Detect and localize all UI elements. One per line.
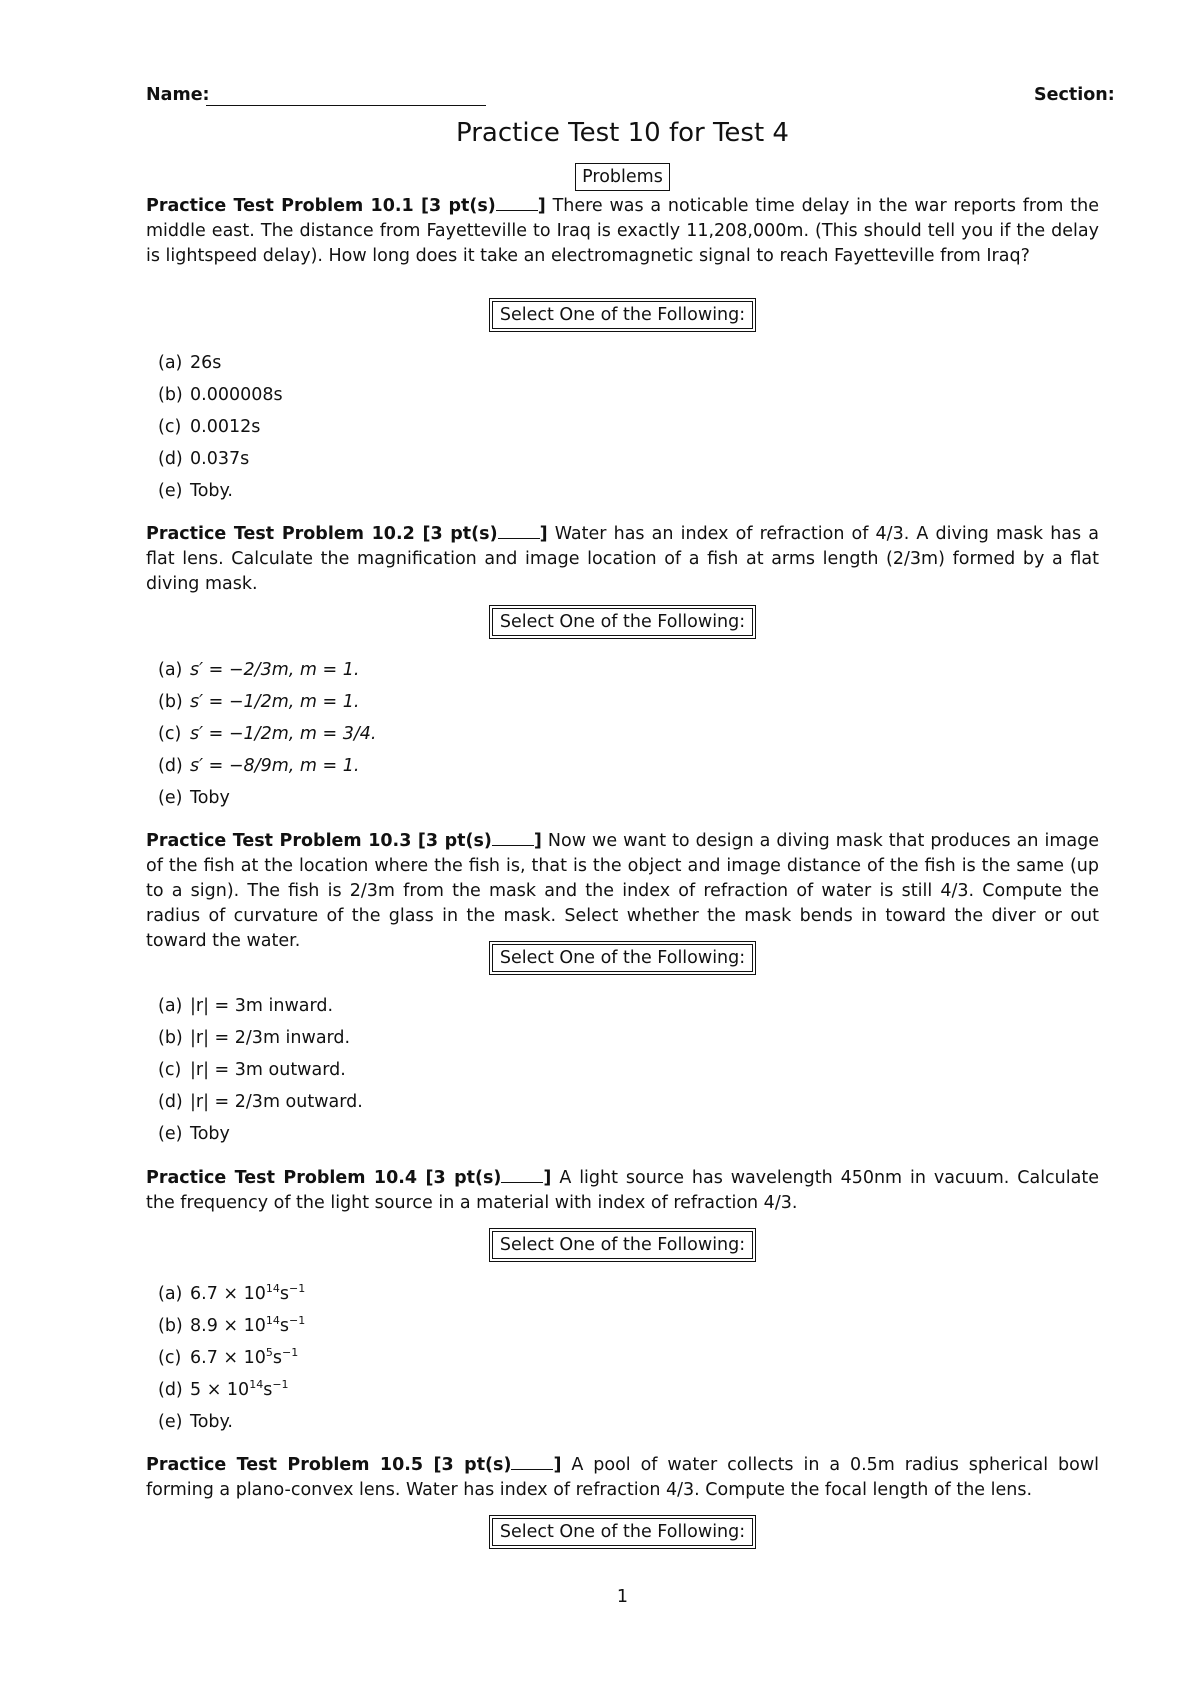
problem-lead: Practice Test Problem 10.3 [3 pt(s) ]: [146, 831, 542, 851]
select-box: Select One of the Following:: [492, 301, 753, 329]
problem-lead: Practice Test Problem 10.2 [3 pt(s) ]: [146, 524, 548, 544]
options-list: [158, 347, 1058, 507]
header-row: [146, 83, 1115, 111]
option-item: (e) Toby: [158, 1124, 230, 1144]
options-list: [158, 654, 1058, 814]
select-box: Select One of the Following:: [492, 944, 753, 972]
page-number: 1: [616, 1587, 629, 1607]
options-list: [158, 990, 1058, 1150]
select-heading: [146, 944, 1099, 972]
problem-text: A light source has wavelength 450nm in vacuum. Calculate the frequency of the light source in a material with index of refraction 4/3.: [146, 1168, 1099, 1213]
section-label: Section:: [1034, 85, 1115, 105]
problem-lead: Practice Test Problem 10.1 [3 pt(s) ]: [146, 196, 546, 216]
option-item: (b) s′ = −1/2m, m = 1.: [158, 692, 360, 712]
option-item: (a) $6.7 \times 10^{14}s^{-1}$: [158, 1282, 306, 1304]
option-item: (d) |r| = 2/3m outward.: [158, 1092, 363, 1112]
name-label: Name:: [146, 85, 210, 105]
problem-10-5: [146, 1451, 1099, 1503]
option-item: (c) s′ = −1/2m, m = 3/4.: [158, 724, 377, 744]
option-item: (d) s′ = −8/9m, m = 1.: [158, 756, 360, 776]
option-item: (a) 26s: [158, 353, 222, 373]
option-item: (d) $5 \times 10^{14}s^{-1}$: [158, 1378, 289, 1400]
score-blank: [498, 520, 540, 539]
score-blank: [496, 192, 538, 211]
name-blank-line: [206, 105, 486, 106]
problem-text: There was a noticable time delay in the war reports from the middle east. The distance from Fayetteville to Iraq is exactly 11,208,000m. (This should tell you if the delay is lightspeed delay). How long does it take an electromagnetic signal to reach Fayetteville from Iraq?: [146, 196, 1099, 266]
problem-10-4: [146, 1164, 1099, 1216]
select-box: Select One of the Following:: [492, 608, 753, 636]
select-heading: [146, 608, 1099, 636]
problems-heading: [146, 163, 1099, 191]
option-item: (a) |r| = 3m inward.: [158, 996, 334, 1016]
select-box: Select One of the Following:: [492, 1518, 753, 1546]
option-item: (d) 0.037s: [158, 449, 250, 469]
problem-text: Now we want to design a diving mask that produces an image of the fish at the location where the fish is, that is the object and image distance of the fish is the same (up to a sign). The fish is 2/3m from the mask and the index of refraction of water is still 4/3. Compute the radius of curvature of the glass in the mask. Select whether the mask bends in toward the diver or out toward the water.: [146, 831, 1099, 951]
select-heading: [146, 1518, 1099, 1546]
document-page: [146, 0, 1115, 1698]
option-item: (a) s′ = −2/3m, m = 1.: [158, 660, 360, 680]
options-list: [158, 1278, 1058, 1438]
option-item: (c) |r| = 3m outward.: [158, 1060, 346, 1080]
problem-10-1: [146, 192, 1099, 269]
option-item: (b) $8.9 \times 10^{14}s^{-1}$: [158, 1314, 306, 1336]
problem-text: A pool of water collects in a 0.5m radius spherical bowl forming a plano-convex lens. Water has index of refraction 4/3. Compute the focal length of the lens.: [146, 1455, 1099, 1500]
problem-10-3: [146, 827, 1099, 954]
score-blank: [501, 1164, 543, 1183]
option-item: (b) |r| = 2/3m inward.: [158, 1028, 351, 1048]
option-item: (e) Toby: [158, 788, 230, 808]
select-heading: [146, 301, 1099, 329]
select-heading: [146, 1231, 1099, 1259]
score-blank: [511, 1451, 553, 1470]
score-blank: [492, 827, 534, 846]
option-item: (e) Toby.: [158, 481, 233, 501]
problem-lead: Practice Test Problem 10.5 [3 pt(s) ]: [146, 1455, 561, 1475]
option-item: (b) 0.000008s: [158, 385, 283, 405]
problem-lead: Practice Test Problem 10.4 [3 pt(s) ]: [146, 1168, 551, 1188]
page-title: Practice Test 10 for Test 4: [456, 118, 789, 148]
select-box: Select One of the Following:: [492, 1231, 753, 1259]
option-item: (c) $6.7 \times 10^5s^{-1}$: [158, 1346, 299, 1368]
option-item: (c) 0.0012s: [158, 417, 261, 437]
problem-10-2: [146, 520, 1099, 597]
problem-text: Water has an index of refraction of 4/3. A diving mask has a flat lens. Calculate the magnification and image location of a fish at arms length (2/3m) formed by a flat diving mask.: [146, 524, 1099, 594]
option-item: (e) Toby.: [158, 1412, 233, 1432]
problems-box: Problems: [575, 163, 670, 191]
